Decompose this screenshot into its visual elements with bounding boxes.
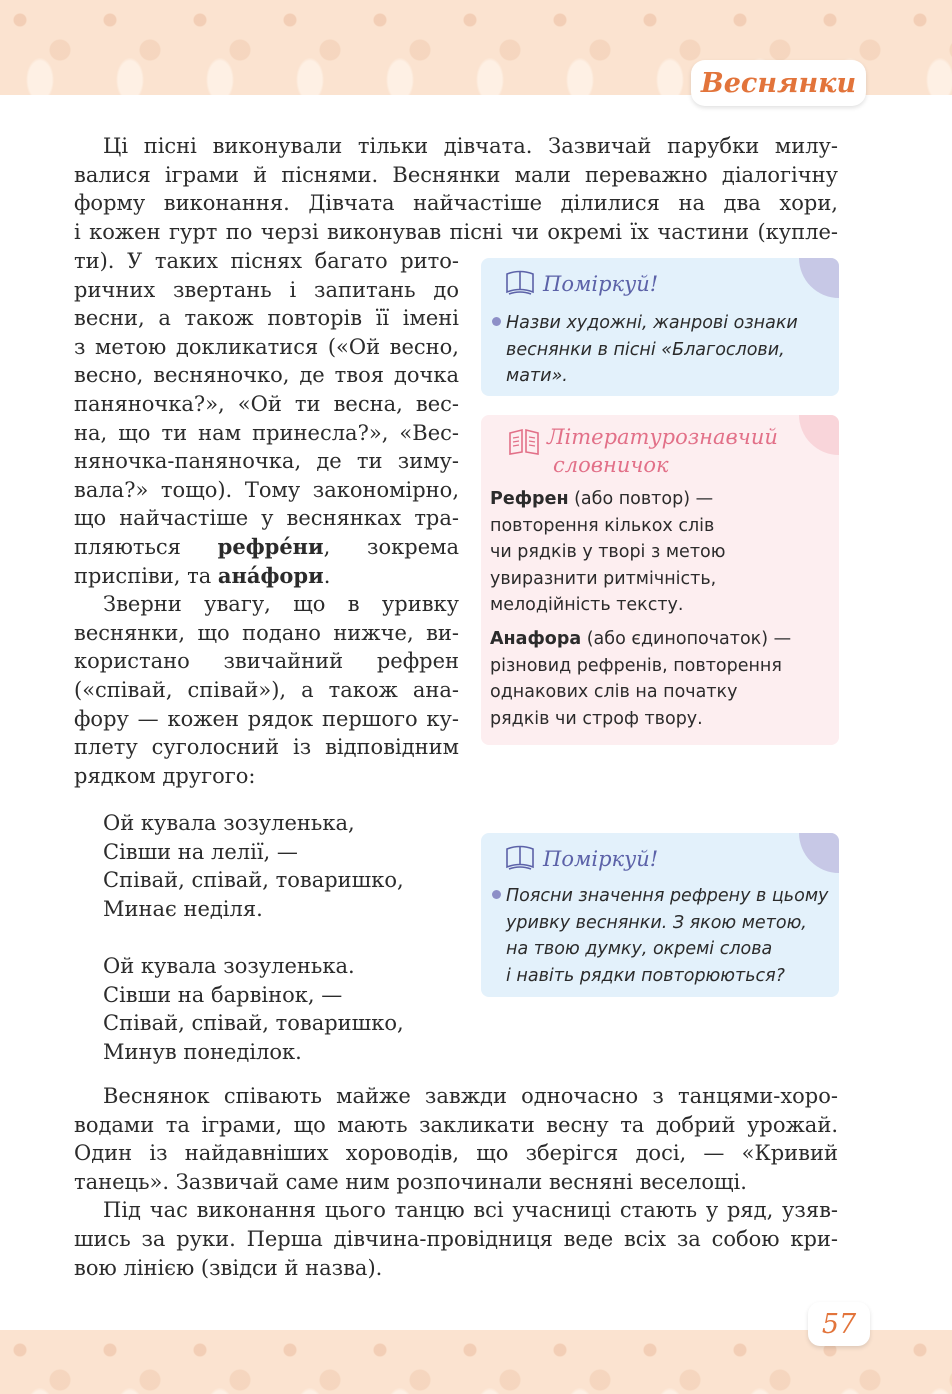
dictionary-header — [507, 423, 778, 479]
text-line: плету суголосний із відповідним — [74, 735, 459, 760]
question-text: на твою думку, окремі слова — [506, 939, 773, 959]
text-line: що найчастіше у веснянках тра- — [74, 506, 459, 531]
anaphora-term: Анафора — [490, 629, 582, 649]
open-book-icon — [507, 427, 541, 455]
literary-dictionary-box — [481, 415, 839, 745]
text-line: фору — кожен рядок першого ку- — [74, 706, 459, 731]
book-icon — [503, 845, 537, 873]
question-text: веснянки в пісні «Благослови, — [506, 339, 785, 360]
paragraph-3 — [74, 1082, 838, 1282]
text-line: шись за руки. Перша дівчина-провідниця веде всіх за собою кри- — [74, 1226, 838, 1251]
think-box-2 — [481, 833, 839, 997]
bullet-icon — [492, 317, 501, 326]
question-line — [492, 910, 828, 937]
definition-text: (або єдинопочаток) — — [581, 629, 792, 649]
text-line: користано звичайний рефрен — [74, 649, 459, 674]
definition-line: різновид рефренів, повторення — [490, 655, 782, 676]
text-line: з метою докликатися («Ой весно, — [74, 334, 459, 359]
text-line: Веснянок співають майже завжди одночасно з танцями-хоро- — [103, 1084, 838, 1108]
text-line: ти). У таких піснях багато рито- — [74, 249, 459, 273]
question-line — [492, 936, 828, 963]
poem-line: Співай, співай, товаришко, — [103, 1011, 404, 1036]
book-icon — [503, 270, 537, 298]
question-line — [492, 310, 798, 337]
text-line: на, що ти нам принесла?», «Вес- — [74, 420, 459, 445]
corner-decoration — [799, 833, 839, 873]
poem-line: Минає неділя. — [103, 896, 263, 921]
corner-decoration — [799, 415, 839, 455]
corner-decoration — [799, 258, 839, 298]
text-line: рядком другого: — [74, 763, 256, 788]
question-text: Назви художні, жанрові ознаки — [506, 313, 798, 333]
poem-stanza-1 — [103, 809, 404, 923]
paragraph-1-narrow — [74, 247, 459, 790]
text-line: Під час виконання цього танцю всі учасниці стають у ряд, узяв- — [103, 1198, 838, 1223]
text-line: і кожен гурт по черзі виконував пісні чи окремі їх частини (купле- — [74, 219, 838, 244]
text-line: валися іграми й піснями. Веснянки мали переважно діалогічну — [74, 162, 838, 187]
poem-line: Сівши на лелії, — — [103, 839, 298, 864]
dictionary-title-line: словничок — [553, 453, 669, 477]
bullet-icon — [492, 890, 501, 899]
text-line: Ці пісні виконували тільки дівчата. Зазвичай парубки милу- — [103, 134, 838, 158]
text-line: ричних звертань і запитань до — [74, 277, 459, 302]
think-box-1 — [481, 258, 839, 396]
refrain-term: Рефрен — [490, 489, 569, 509]
question-text: мати». — [506, 366, 568, 386]
think-box-question — [492, 883, 828, 989]
think-box-title: Поміркуй! — [543, 272, 659, 296]
text-line: няночка-паняночка, де ти зиму- — [74, 449, 459, 474]
text-line: водами та іграми, що мають закликати весну та добрий урожай. — [74, 1112, 838, 1137]
definition-text: (або повтор) — — [568, 489, 714, 509]
question-line — [492, 963, 828, 990]
think-box-question — [492, 310, 798, 390]
text-fragment: , зокрема — [323, 534, 459, 559]
think-box-title: Поміркуй! — [543, 847, 659, 871]
definition-line — [490, 486, 725, 513]
question-line — [492, 337, 798, 364]
dictionary-title — [547, 423, 778, 479]
question-text: і навіть рядки повторюються? — [506, 965, 785, 986]
poem-line: Сівши на барвінок, — — [103, 982, 343, 1007]
text-fragment: приспіви, та — [74, 563, 218, 588]
text-fragment: пляються — [74, 534, 218, 559]
definition-line — [490, 626, 791, 653]
anaphora-definition — [490, 626, 791, 732]
definition-line: однакових слів на початку — [490, 682, 738, 703]
text-line: танець». Зазвичай саме ним розпочинали весняні веселощі. — [74, 1169, 747, 1194]
page-number: 57 — [821, 1308, 857, 1340]
definition-line: повторення кількох слів — [490, 515, 715, 536]
text-line: паняночка?», «Ой ти весна, вес- — [74, 391, 459, 416]
text-line: веснянки, що подано нижче, ви- — [74, 620, 459, 645]
text-line: вою лінією (звідси й назва). — [74, 1255, 383, 1280]
text-line: весни, а також повторів її імені — [74, 306, 459, 331]
text-line: Зверни увагу, що в уривку — [103, 592, 459, 617]
dictionary-title-line: Літературознавчий — [547, 425, 778, 449]
text-line: вала?» тощо). Тому закономірно, — [74, 477, 459, 502]
question-text: уривку веснянки. З якою метою, — [506, 912, 807, 933]
section-title-tab — [691, 60, 866, 106]
question-line — [492, 883, 828, 910]
text-line-anaphora — [74, 562, 459, 591]
text-line-refrain — [74, 533, 459, 562]
paragraph-1-intro — [74, 132, 838, 246]
text-fragment: . — [323, 563, 331, 588]
definition-line: мелодійність тексту. — [490, 595, 684, 616]
section-title: Веснянки — [700, 67, 857, 99]
poem-stanza-2 — [103, 952, 404, 1066]
text-line: форму виконання. Дівчата найчастіше ділилися на два хори, — [74, 191, 838, 216]
question-text: Поясни значення рефрену в цьому — [506, 886, 829, 906]
think-box-header — [503, 845, 658, 873]
poem-line: Минув понеділок. — [103, 1039, 302, 1064]
poem-line: Ой кувала зозуленька, — [103, 811, 355, 835]
text-line: Один із найдавніших хороводів, що зберігся досі, — «Кривий — [74, 1141, 838, 1166]
question-line — [492, 363, 798, 390]
text-line: весно, весняночко, де твоя дочка — [74, 363, 459, 388]
think-box-header — [503, 270, 658, 298]
definition-line: чи рядків у творі з метою — [490, 542, 726, 563]
page-number-tab — [808, 1302, 870, 1346]
text-line: («співай, співай»), а також ана- — [74, 677, 459, 702]
anaphora-term: ана́фори — [217, 562, 324, 588]
poem-line: Співай, співай, товаришко, — [103, 868, 404, 893]
definition-line: рядків чи строф твору. — [490, 708, 703, 729]
definition-line: увиразнити ритмічність, — [490, 568, 717, 589]
poem-line: Ой кувала зозуленька. — [103, 954, 355, 978]
refrain-definition — [490, 486, 725, 619]
refrain-term: рефре́ни — [217, 533, 324, 559]
